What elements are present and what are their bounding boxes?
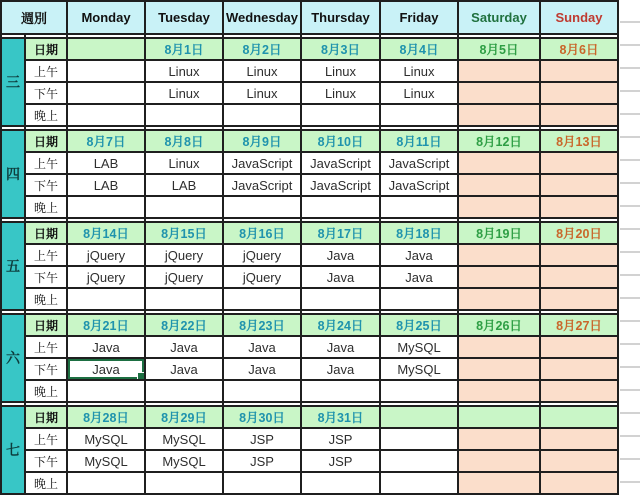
afternoon-row: [1, 266, 618, 288]
course-cell[interactable]: [67, 288, 145, 310]
date-row: [1, 314, 618, 336]
course-cell[interactable]: [380, 380, 458, 402]
course-cell[interactable]: Java: [301, 244, 380, 266]
course-cell[interactable]: Linux: [223, 60, 301, 82]
date-cell[interactable]: 8月26日: [458, 314, 540, 336]
course-cell[interactable]: [458, 174, 540, 196]
date-cell[interactable]: 8月10日: [301, 130, 380, 152]
date-cell[interactable]: 8月4日: [380, 38, 458, 60]
course-cell[interactable]: jQuery: [67, 266, 145, 288]
course-cell[interactable]: [540, 472, 618, 494]
date-cell[interactable]: 8月21日: [67, 314, 145, 336]
course-cell[interactable]: [223, 288, 301, 310]
course-cell[interactable]: Java: [380, 244, 458, 266]
course-cell[interactable]: [458, 472, 540, 494]
course-cell[interactable]: [458, 336, 540, 358]
date-cell[interactable]: 8月22日: [145, 314, 223, 336]
course-cell[interactable]: Java: [301, 266, 380, 288]
row-label-date[interactable]: 日期: [25, 38, 67, 60]
date-cell[interactable]: 8月29日: [145, 406, 223, 428]
course-cell[interactable]: [380, 472, 458, 494]
day-header-friday[interactable]: Friday: [380, 1, 458, 34]
course-cell[interactable]: Linux: [145, 60, 223, 82]
course-cell[interactable]: [380, 288, 458, 310]
date-cell[interactable]: 8月7日: [67, 130, 145, 152]
week-label-cell[interactable]: 六: [1, 314, 25, 402]
course-cell[interactable]: JavaScript: [301, 174, 380, 196]
course-cell[interactable]: [67, 82, 145, 104]
course-cell[interactable]: [540, 152, 618, 174]
course-cell[interactable]: [223, 472, 301, 494]
row-label-evening[interactable]: 晚上: [25, 380, 67, 402]
course-cell[interactable]: Java: [67, 336, 145, 358]
morning-row: [1, 244, 618, 266]
course-cell[interactable]: Linux: [380, 82, 458, 104]
course-cell[interactable]: [540, 380, 618, 402]
course-cell[interactable]: Linux: [223, 82, 301, 104]
course-cell[interactable]: MySQL: [380, 358, 458, 380]
course-cell[interactable]: jQuery: [145, 244, 223, 266]
course-cell[interactable]: [380, 196, 458, 218]
row-label-evening[interactable]: 晚上: [25, 288, 67, 310]
row-label-afternoon[interactable]: 下午: [25, 358, 67, 380]
course-cell[interactable]: JavaScript: [223, 174, 301, 196]
course-cell[interactable]: Java: [301, 336, 380, 358]
day-header-saturday[interactable]: Saturday: [458, 1, 540, 34]
row-label-date[interactable]: 日期: [25, 406, 67, 428]
date-cell[interactable]: [67, 38, 145, 60]
morning-row: [1, 428, 618, 450]
course-cell[interactable]: [540, 428, 618, 450]
course-cell[interactable]: [380, 428, 458, 450]
date-cell[interactable]: 8月12日: [458, 130, 540, 152]
course-cell[interactable]: [145, 104, 223, 126]
date-cell[interactable]: 8月24日: [301, 314, 380, 336]
course-cell[interactable]: JavaScript: [380, 152, 458, 174]
afternoon-row: [1, 82, 618, 104]
course-cell[interactable]: LAB: [67, 174, 145, 196]
morning-row: [1, 336, 618, 358]
date-cell[interactable]: 8月27日: [540, 314, 618, 336]
course-cell[interactable]: [540, 244, 618, 266]
row-label-date[interactable]: 日期: [25, 314, 67, 336]
course-cell[interactable]: Linux: [145, 82, 223, 104]
course-cell[interactable]: [67, 60, 145, 82]
course-cell[interactable]: Java: [380, 266, 458, 288]
course-cell[interactable]: Java: [301, 358, 380, 380]
course-cell[interactable]: LAB: [67, 152, 145, 174]
course-cell[interactable]: [380, 104, 458, 126]
course-cell[interactable]: MySQL: [145, 450, 223, 472]
course-cell[interactable]: [458, 152, 540, 174]
course-cell[interactable]: Java: [223, 336, 301, 358]
date-cell[interactable]: 8月9日: [223, 130, 301, 152]
table-header: [1, 1, 618, 34]
course-cell[interactable]: [458, 244, 540, 266]
afternoon-row: [1, 450, 618, 472]
day-header-monday[interactable]: Monday: [67, 1, 145, 34]
row-label-afternoon[interactable]: 下午: [25, 266, 67, 288]
row-label-morning[interactable]: 上午: [25, 60, 67, 82]
row-label-evening[interactable]: 晚上: [25, 196, 67, 218]
course-cell[interactable]: [301, 380, 380, 402]
course-cell[interactable]: [540, 196, 618, 218]
course-cell[interactable]: [223, 104, 301, 126]
course-cell[interactable]: Linux: [380, 60, 458, 82]
course-cell[interactable]: [458, 288, 540, 310]
date-cell[interactable]: 8月18日: [380, 222, 458, 244]
course-cell[interactable]: [301, 104, 380, 126]
row-label-evening[interactable]: 晚上: [25, 104, 67, 126]
course-cell[interactable]: Java: [145, 336, 223, 358]
course-cell[interactable]: JSP: [301, 428, 380, 450]
day-header-wednesday[interactable]: Wednesday: [223, 1, 301, 34]
date-cell[interactable]: 8月15日: [145, 222, 223, 244]
course-cell[interactable]: [458, 60, 540, 82]
date-cell[interactable]: 8月25日: [380, 314, 458, 336]
day-header-sunday[interactable]: Sunday: [540, 1, 618, 34]
course-cell[interactable]: [540, 60, 618, 82]
row-label-morning[interactable]: 上午: [25, 152, 67, 174]
morning-row: [1, 152, 618, 174]
course-cell[interactable]: [458, 82, 540, 104]
course-cell[interactable]: [145, 288, 223, 310]
day-header-tuesday[interactable]: Tuesday: [145, 1, 223, 34]
week-label-cell[interactable]: 七: [1, 406, 25, 494]
course-cell[interactable]: [458, 450, 540, 472]
week-label-cell[interactable]: 五: [1, 222, 25, 310]
course-cell[interactable]: [458, 196, 540, 218]
date-cell[interactable]: 8月30日: [223, 406, 301, 428]
course-cell[interactable]: [301, 288, 380, 310]
course-cell[interactable]: [540, 336, 618, 358]
date-cell[interactable]: [540, 406, 618, 428]
date-cell[interactable]: 8月3日: [301, 38, 380, 60]
course-cell[interactable]: [540, 174, 618, 196]
course-cell[interactable]: Linux: [145, 152, 223, 174]
evening-row: [1, 196, 618, 218]
date-cell[interactable]: 8月13日: [540, 130, 618, 152]
evening-row: [1, 472, 618, 494]
date-cell[interactable]: 8月20日: [540, 222, 618, 244]
date-row: [1, 222, 618, 244]
date-cell[interactable]: 8月11日: [380, 130, 458, 152]
date-row: [1, 38, 618, 60]
date-cell[interactable]: 8月31日: [301, 406, 380, 428]
course-cell[interactable]: [145, 472, 223, 494]
morning-row: [1, 60, 618, 82]
course-cell[interactable]: LAB: [145, 174, 223, 196]
course-cell[interactable]: [301, 196, 380, 218]
date-row: [1, 130, 618, 152]
date-cell[interactable]: 8月17日: [301, 222, 380, 244]
evening-row: [1, 380, 618, 402]
course-cell[interactable]: [458, 428, 540, 450]
course-cell[interactable]: [223, 196, 301, 218]
row-label-evening[interactable]: 晚上: [25, 472, 67, 494]
afternoon-row: [1, 358, 618, 380]
afternoon-row: [1, 174, 618, 196]
course-cell[interactable]: [301, 472, 380, 494]
date-cell[interactable]: [458, 406, 540, 428]
date-row: [1, 406, 618, 428]
row-label-morning[interactable]: 上午: [25, 428, 67, 450]
course-cell[interactable]: jQuery: [223, 244, 301, 266]
row-label-date[interactable]: 日期: [25, 130, 67, 152]
evening-row: [1, 288, 618, 310]
course-cell[interactable]: [540, 450, 618, 472]
row-label-morning[interactable]: 上午: [25, 244, 67, 266]
course-cell[interactable]: [540, 358, 618, 380]
course-cell[interactable]: JavaScript: [380, 174, 458, 196]
course-cell[interactable]: Java: [145, 358, 223, 380]
course-cell[interactable]: [145, 196, 223, 218]
date-cell[interactable]: 8月19日: [458, 222, 540, 244]
course-cell[interactable]: [458, 104, 540, 126]
date-cell[interactable]: 8月14日: [67, 222, 145, 244]
date-cell[interactable]: 8月6日: [540, 38, 618, 60]
course-cell[interactable]: JavaScript: [223, 152, 301, 174]
course-cell[interactable]: [540, 104, 618, 126]
evening-row: [1, 104, 618, 126]
date-cell[interactable]: 8月28日: [67, 406, 145, 428]
row-label-morning[interactable]: 上午: [25, 336, 67, 358]
date-cell[interactable]: 8月1日: [145, 38, 223, 60]
course-cell[interactable]: [458, 380, 540, 402]
course-cell[interactable]: [145, 380, 223, 402]
row-label-afternoon[interactable]: 下午: [25, 450, 67, 472]
course-cell[interactable]: JSP: [223, 450, 301, 472]
course-cell[interactable]: [380, 450, 458, 472]
course-cell[interactable]: [458, 358, 540, 380]
course-cell[interactable]: [223, 380, 301, 402]
course-cell[interactable]: JavaScript: [301, 152, 380, 174]
row-label-date[interactable]: 日期: [25, 222, 67, 244]
week-column-header[interactable]: 週別: [1, 1, 67, 34]
date-cell[interactable]: 8月5日: [458, 38, 540, 60]
course-cell[interactable]: Linux: [301, 60, 380, 82]
date-cell[interactable]: 8月23日: [223, 314, 301, 336]
course-cell[interactable]: [540, 288, 618, 310]
course-cell[interactable]: jQuery: [67, 244, 145, 266]
course-cell[interactable]: MySQL: [145, 428, 223, 450]
row-label-afternoon[interactable]: 下午: [25, 174, 67, 196]
week-label-cell[interactable]: 四: [1, 130, 25, 218]
course-cell[interactable]: JSP: [301, 450, 380, 472]
course-cell[interactable]: [67, 380, 145, 402]
row-label-afternoon[interactable]: 下午: [25, 82, 67, 104]
course-cell[interactable]: [67, 196, 145, 218]
table-body: [1, 34, 618, 494]
course-cell[interactable]: MySQL: [67, 428, 145, 450]
sheet-background: [620, 0, 640, 498]
course-cell[interactable]: [458, 266, 540, 288]
course-cell[interactable]: JSP: [223, 428, 301, 450]
course-cell[interactable]: [67, 472, 145, 494]
date-cell[interactable]: [380, 406, 458, 428]
course-cell[interactable]: Java: [223, 358, 301, 380]
course-cell[interactable]: Linux: [301, 82, 380, 104]
course-cell[interactable]: [540, 266, 618, 288]
date-cell[interactable]: 8月8日: [145, 130, 223, 152]
date-cell[interactable]: 8月16日: [223, 222, 301, 244]
date-cell[interactable]: 8月2日: [223, 38, 301, 60]
course-cell[interactable]: MySQL: [67, 450, 145, 472]
course-cell[interactable]: jQuery: [145, 266, 223, 288]
week-label-cell[interactable]: 三: [1, 38, 25, 126]
course-cell[interactable]: MySQL: [380, 336, 458, 358]
course-cell[interactable]: [540, 82, 618, 104]
course-cell[interactable]: jQuery: [223, 266, 301, 288]
selected-cell[interactable]: Java: [67, 358, 145, 380]
day-header-thursday[interactable]: Thursday: [301, 1, 380, 34]
course-cell[interactable]: [67, 104, 145, 126]
